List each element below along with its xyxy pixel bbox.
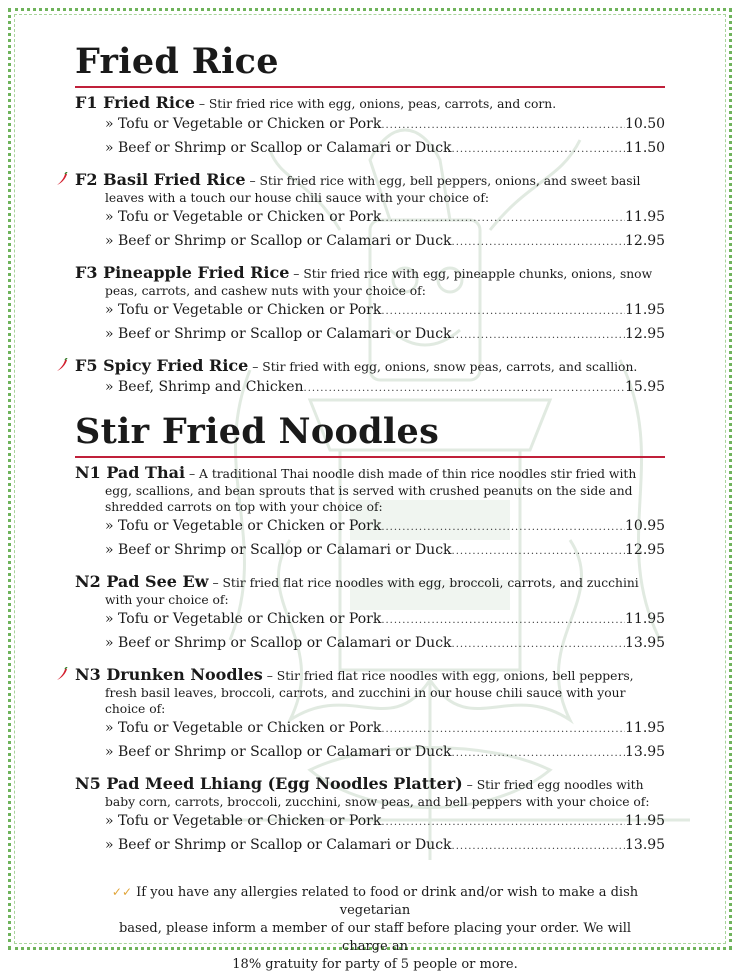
chili-pepper-icon <box>55 172 69 186</box>
section-title: Stir Fried Noodles <box>75 411 440 452</box>
option-label: » Beef or Shrimp or Scallop or Calamari or Duck <box>105 326 452 342</box>
price-option-row <box>75 539 665 563</box>
option-label: » Tofu or Vegetable or Chicken or Pork <box>105 611 382 627</box>
option-label: » Tofu or Vegetable or Chicken or Pork <box>105 720 382 736</box>
dot-leader <box>381 207 625 230</box>
option-price: 11.95 <box>625 720 666 736</box>
menu-item <box>75 357 665 400</box>
menu-item-header <box>75 171 665 190</box>
price-option-row <box>75 608 665 632</box>
note-line-2: based, please inform a member of our staff before placing your order. We will charge an <box>118 921 632 954</box>
option-price: 15.95 <box>625 379 666 395</box>
menu-item-description-cont: shredded carrots on top with your choice of: <box>105 500 383 514</box>
price-option-row <box>75 206 665 230</box>
option-price: 13.95 <box>625 744 666 760</box>
menu-item <box>75 573 665 656</box>
menu-item-name: F2 Basil Fried Rice <box>75 170 246 189</box>
dot-leader <box>381 114 625 137</box>
menu-content <box>75 40 665 868</box>
menu-item-name: F1 Fried Rice <box>75 93 195 112</box>
option-label: » Beef or Shrimp or Scallop or Calamari or Duck <box>105 635 452 651</box>
option-label: » Beef, Shrimp and Chicken <box>105 379 304 395</box>
menu-item-name: F3 Pineapple Fried Rice <box>75 263 290 282</box>
menu-item <box>75 464 665 563</box>
option-price: 12.95 <box>625 233 666 249</box>
menu-item-header <box>75 666 665 685</box>
menu-item-name: N2 Pad See Ew <box>75 572 209 591</box>
dot-leader <box>452 540 625 563</box>
option-price: 10.95 <box>625 518 666 534</box>
option-price: 11.50 <box>625 140 666 156</box>
menu-item-header <box>75 94 665 113</box>
menu-item-description: – Stir fried flat rice noodles with egg, broccoli, carrots, and zucchini <box>212 576 639 590</box>
section-divider <box>75 456 665 458</box>
option-price: 11.95 <box>625 302 666 318</box>
menu-item-description: – Stir fried egg noodles with <box>466 778 644 792</box>
menu-item <box>75 666 665 765</box>
checkmark-icon: ✓✓ <box>111 885 132 899</box>
option-label: » Beef or Shrimp or Scallop or Calamari or Duck <box>105 542 452 558</box>
menu-item-description-cont: peas, carrots, and cashew nuts with your choice of: <box>105 284 426 298</box>
menu-item-header <box>75 357 665 376</box>
price-option-row <box>75 230 665 254</box>
price-option-row <box>75 299 665 323</box>
menu-item-name: F5 Spicy Fried Rice <box>75 356 249 375</box>
option-label: » Beef or Shrimp or Scallop or Calamari or Duck <box>105 140 452 156</box>
chili-pepper-icon <box>55 667 69 681</box>
menu-item-header <box>75 775 665 794</box>
dot-leader <box>452 231 625 254</box>
price-option-row <box>75 137 665 161</box>
menu-item-description-cont: leaves with a touch our house chili sauce with your choice of: <box>105 191 490 205</box>
option-price: 11.95 <box>625 611 666 627</box>
price-option-row <box>75 515 665 539</box>
option-price: 11.95 <box>625 813 666 829</box>
price-option-row <box>75 376 665 400</box>
dot-leader <box>381 300 625 323</box>
menu-item-description: – A traditional Thai noodle dish made of thin rice noodles stir fried with <box>188 467 637 481</box>
menu-item <box>75 775 665 858</box>
price-option-row <box>75 632 665 656</box>
menu-item-description: – Stir fried rice with egg, onions, peas, carrots, and corn. <box>198 97 557 111</box>
option-label: » Tofu or Vegetable or Chicken or Pork <box>105 518 382 534</box>
menu-item-header <box>75 464 665 483</box>
menu-item-description-cont: fresh basil leaves, broccoli, carrots, and zucchini in our house chili sauce with your <box>105 686 626 700</box>
menu-item <box>75 94 665 161</box>
option-label: » Tofu or Vegetable or Chicken or Pork <box>105 813 382 829</box>
dot-leader <box>381 811 625 834</box>
dot-leader <box>304 377 625 400</box>
menu-item-name: N5 Pad Meed Lhiang (Egg Noodles Platter) <box>75 774 463 793</box>
dot-leader <box>381 609 625 632</box>
note-line-1: If you have any allergies related to food or drink and/or wish to make a dish vegetarian <box>136 885 639 918</box>
menu-item-description-cont: with your choice of: <box>105 593 229 607</box>
option-price: 11.95 <box>625 209 666 225</box>
option-label: » Beef or Shrimp or Scallop or Calamari or Duck <box>105 744 452 760</box>
price-option-row <box>75 810 665 834</box>
price-option-row <box>75 741 665 765</box>
menu-item-description: – Stir fried with egg, onions, snow peas, carrots, and scallion. <box>252 360 638 374</box>
menu-item-description-cont: baby corn, carrots, broccoli, zucchini, snow peas, and bell peppers with your choice of: <box>105 795 650 809</box>
dot-leader <box>452 742 625 765</box>
option-label: » Tofu or Vegetable or Chicken or Pork <box>105 209 382 225</box>
option-price: 12.95 <box>625 326 666 342</box>
dot-leader <box>381 516 625 539</box>
option-price: 13.95 <box>625 635 666 651</box>
option-label: » Tofu or Vegetable or Chicken or Pork <box>105 302 382 318</box>
dot-leader <box>452 835 625 858</box>
option-label: » Tofu or Vegetable or Chicken or Pork <box>105 116 382 132</box>
price-option-row <box>75 834 665 858</box>
menu-item <box>75 264 665 347</box>
option-label: » Beef or Shrimp or Scallop or Calamari or Duck <box>105 837 452 853</box>
price-option-row <box>75 717 665 741</box>
menu-item-header <box>75 573 665 592</box>
menu-item-description: – Stir fried rice with egg, bell peppers, onions, and sweet basil <box>249 174 641 188</box>
dot-leader <box>452 324 625 347</box>
option-label: » Beef or Shrimp or Scallop or Calamari or Duck <box>105 233 452 249</box>
dot-leader <box>452 138 625 161</box>
option-price: 13.95 <box>625 837 666 853</box>
section-divider <box>75 86 665 88</box>
dot-leader <box>452 633 625 656</box>
menu-item-description-cont: choice of: <box>105 702 166 716</box>
section-title: Fried Rice <box>75 41 279 82</box>
menu-item-description-cont: egg, scallions, and bean sprouts that is served with crushed peanuts on the side and <box>105 484 633 498</box>
menu-item-description: – Stir fried flat rice noodles with egg, onions, bell peppers, <box>266 669 634 683</box>
price-option-row <box>75 323 665 347</box>
menu-item-name: N1 Pad Thai <box>75 463 186 482</box>
allergy-note <box>95 883 655 974</box>
menu-item <box>75 171 665 254</box>
menu-item-description: – Stir fried rice with egg, pineapple chunks, onions, snow <box>293 267 653 281</box>
menu-item-name: N3 Drunken Noodles <box>75 665 263 684</box>
option-price: 10.50 <box>625 116 666 132</box>
chili-pepper-icon <box>55 358 69 372</box>
note-line-3: 18% gratuity for party of 5 people or more. <box>232 957 518 972</box>
dot-leader <box>381 718 625 741</box>
menu-item-header <box>75 264 665 283</box>
price-option-row <box>75 113 665 137</box>
option-price: 12.95 <box>625 542 666 558</box>
